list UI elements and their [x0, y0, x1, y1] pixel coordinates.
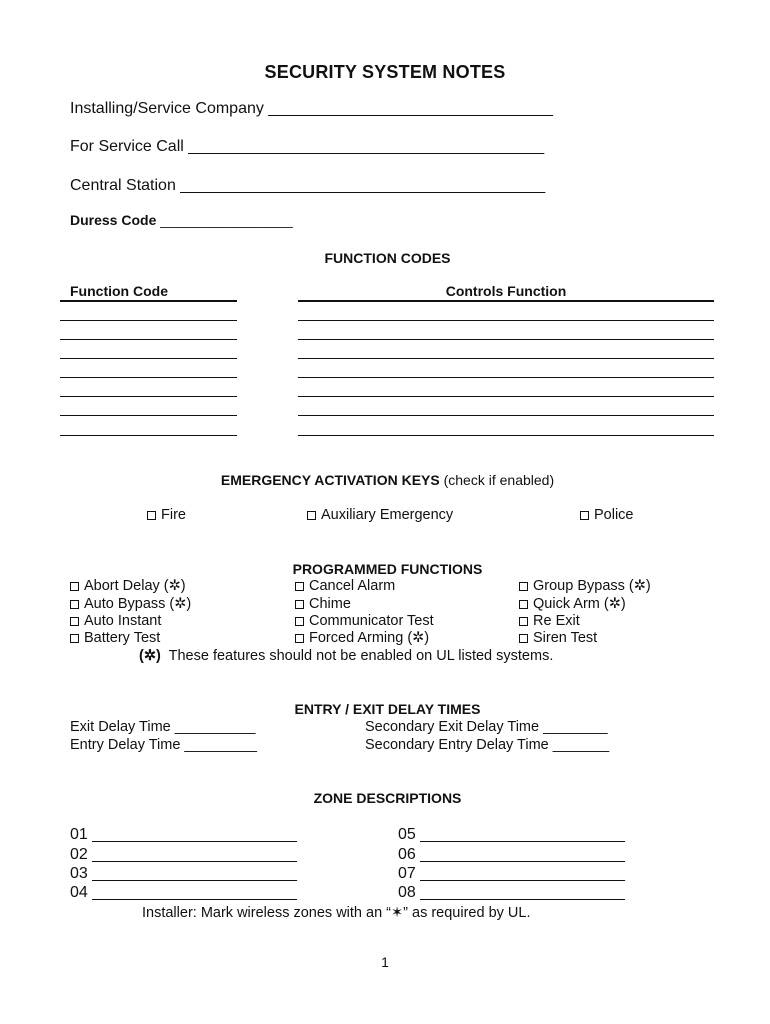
function-codes-heading: FUNCTION CODES	[324, 250, 451, 266]
installing-company-label: Installing/Service Company	[70, 100, 264, 117]
delay-times-heading: ENTRY / EXIT DELAY TIMES	[294, 701, 481, 717]
zone-row[interactable]	[398, 846, 625, 864]
programmed-item[interactable]: Chime	[295, 596, 351, 612]
zone-blank[interactable]: _______________________	[420, 884, 625, 901]
function-code-header-rule	[60, 300, 237, 302]
installing-company-field[interactable]	[70, 100, 553, 118]
controls-function-line[interactable]	[298, 396, 714, 397]
controls-function-line[interactable]	[298, 339, 714, 340]
function-code-line[interactable]	[60, 339, 237, 340]
programmed-item[interactable]: Siren Test	[519, 630, 597, 646]
page-number: 1	[381, 954, 389, 970]
zone-row[interactable]	[70, 826, 297, 844]
function-code-line[interactable]	[60, 377, 237, 378]
checkbox[interactable]	[519, 634, 528, 643]
programmed-item[interactable]: Group Bypass (✲)	[519, 578, 651, 594]
programmed-item[interactable]: Quick Arm (✲)	[519, 596, 626, 612]
zone-number: 01	[70, 826, 88, 843]
checkbox[interactable]	[519, 617, 528, 626]
controls-function-line[interactable]	[298, 320, 714, 321]
emergency-keys-title: EMERGENCY ACTIVATION KEYS	[220, 472, 440, 488]
wireless-zone-note: Installer: Mark wireless zones with an “✶” as required by UL.	[142, 905, 531, 921]
checkbox[interactable]	[519, 582, 528, 591]
programmed-item[interactable]: Forced Arming (✲)	[295, 630, 429, 646]
programmed-item[interactable]: Auto Instant	[70, 613, 161, 629]
programmed-item[interactable]: Cancel Alarm	[295, 578, 395, 594]
zone-row[interactable]	[70, 846, 297, 864]
entry-delay-field[interactable]: Entry Delay Time _________	[70, 737, 257, 753]
controls-function-column-header: Controls Function	[445, 283, 567, 299]
programmed-item[interactable]: Battery Test	[70, 630, 160, 646]
function-code-column-header: Function Code	[70, 283, 168, 299]
programmed-functions-heading: PROGRAMMED FUNCTIONS	[292, 561, 483, 577]
controls-function-line[interactable]	[298, 435, 714, 436]
checkbox[interactable]	[70, 582, 79, 591]
checkbox[interactable]	[70, 634, 79, 643]
checkbox[interactable]	[295, 617, 304, 626]
function-code-line[interactable]	[60, 358, 237, 359]
zone-number: 02	[70, 846, 88, 863]
zone-number: 05	[398, 826, 416, 843]
zone-blank[interactable]: _______________________	[420, 865, 625, 882]
checkbox[interactable]	[147, 511, 156, 520]
zone-blank[interactable]: _______________________	[92, 846, 297, 863]
ul-footnote	[139, 648, 553, 664]
checkbox[interactable]	[295, 582, 304, 591]
programmed-item[interactable]: Auto Bypass (✲)	[70, 596, 191, 612]
programmed-item[interactable]: Re Exit	[519, 613, 580, 629]
checkbox[interactable]	[295, 634, 304, 643]
ul-footnote-text: These features should not be enabled on UL listed systems.	[168, 648, 554, 664]
controls-function-line[interactable]	[298, 415, 714, 416]
installing-company-blank[interactable]: ________________________________	[268, 100, 554, 117]
zone-row[interactable]	[398, 865, 625, 883]
service-call-label: For Service Call	[70, 138, 184, 155]
function-code-line[interactable]	[60, 435, 237, 436]
zone-blank[interactable]: _______________________	[420, 846, 625, 863]
emergency-keys-heading	[0, 472, 770, 488]
checkbox[interactable]	[519, 600, 528, 609]
checkbox[interactable]	[70, 600, 79, 609]
secondary-entry-delay-field[interactable]: Secondary Entry Delay Time _______	[365, 737, 610, 753]
checkbox[interactable]	[70, 617, 79, 626]
zone-blank[interactable]: _______________________	[92, 865, 297, 882]
emergency-option-police[interactable]: Police	[580, 507, 634, 523]
controls-function-line[interactable]	[298, 358, 714, 359]
page-title: SECURITY SYSTEM NOTES	[264, 62, 506, 82]
zone-row[interactable]	[398, 826, 625, 844]
duress-code-blank[interactable]: _________________	[160, 212, 293, 228]
function-code-line[interactable]	[60, 415, 237, 416]
secondary-exit-delay-field[interactable]: Secondary Exit Delay Time ________	[365, 719, 608, 735]
zone-number: 08	[398, 884, 416, 901]
emergency-option-fire[interactable]: Fire	[147, 507, 186, 523]
controls-function-line[interactable]	[298, 377, 714, 378]
central-station-label: Central Station	[70, 177, 176, 194]
programmed-item[interactable]: Communicator Test	[295, 613, 434, 629]
service-call-blank[interactable]: ________________________________________	[188, 138, 545, 155]
controls-function-header-rule	[298, 300, 714, 302]
zone-row[interactable]	[70, 865, 297, 883]
zone-number: 07	[398, 865, 416, 882]
zone-blank[interactable]: _______________________	[92, 826, 297, 843]
central-station-blank[interactable]: _________________________________________	[180, 177, 546, 194]
zone-blank[interactable]: _______________________	[92, 884, 297, 901]
zone-number: 06	[398, 846, 416, 863]
zone-blank[interactable]: _______________________	[420, 826, 625, 843]
checkbox[interactable]	[295, 600, 304, 609]
checkbox[interactable]	[307, 511, 316, 520]
programmed-item[interactable]: Abort Delay (✲)	[70, 578, 186, 594]
zone-number: 04	[70, 884, 88, 901]
function-code-line[interactable]	[60, 396, 237, 397]
duress-code-label: Duress Code	[70, 212, 157, 228]
zone-descriptions-heading: ZONE DESCRIPTIONS	[313, 790, 462, 806]
exit-delay-field[interactable]: Exit Delay Time __________	[70, 719, 256, 735]
service-call-field[interactable]	[70, 138, 544, 156]
central-station-field[interactable]	[70, 177, 545, 195]
function-code-line[interactable]	[60, 320, 237, 321]
duress-code-field[interactable]	[70, 212, 293, 228]
zone-row[interactable]	[70, 884, 297, 902]
zone-row[interactable]	[398, 884, 625, 902]
emergency-option-auxiliary[interactable]: Auxiliary Emergency	[307, 507, 453, 523]
zone-number: 03	[70, 865, 88, 882]
ul-footnote-mark: (✲)	[139, 648, 161, 664]
checkbox[interactable]	[580, 511, 589, 520]
emergency-keys-note: (check if enabled)	[443, 472, 555, 488]
